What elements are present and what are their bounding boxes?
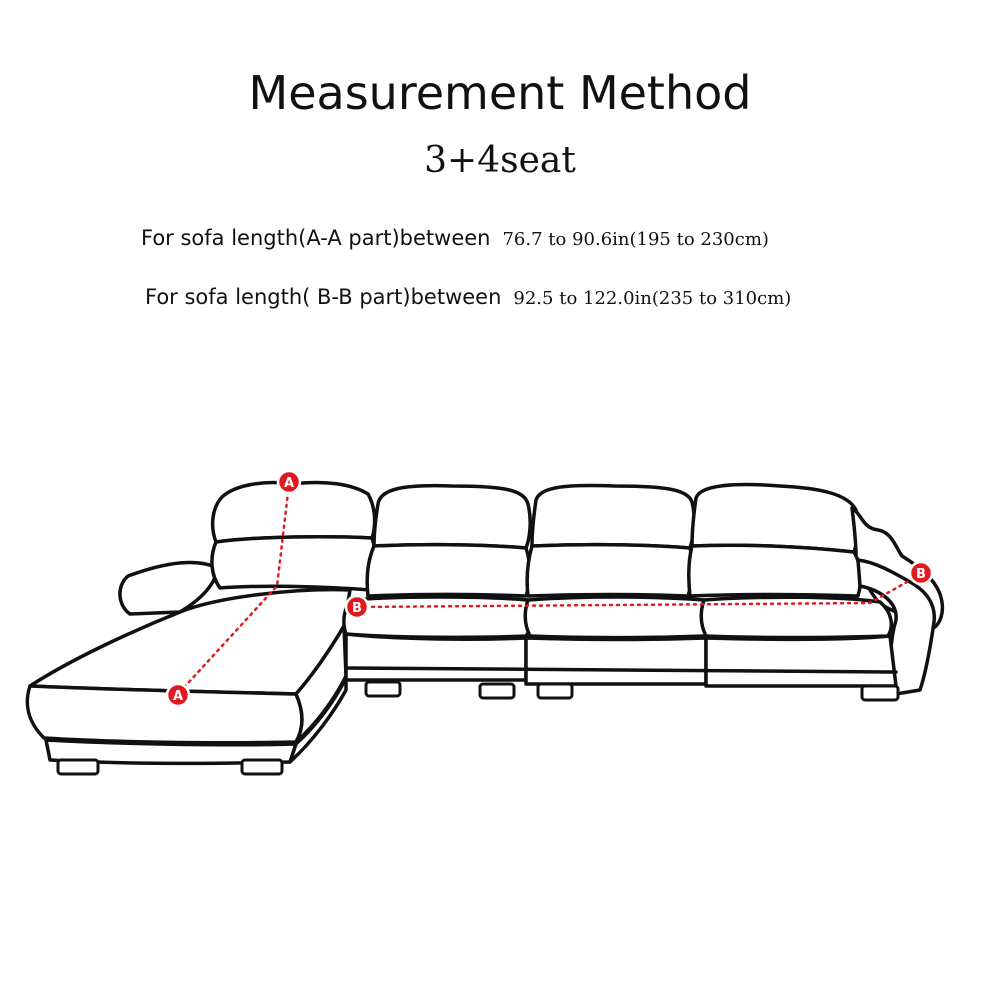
sofa-leg-3 [538, 684, 572, 698]
marker-a-top-label: A [283, 476, 295, 491]
marker-b-right-label: B [916, 567, 926, 582]
back-cushion-2-lower [527, 545, 692, 596]
sofa-leg-4 [862, 686, 898, 700]
spec-a-value: 76.7 to 90.6in(195 to 230cm) [502, 229, 769, 250]
back-cushion-1-top [374, 486, 530, 548]
chaise-leg-right [242, 760, 282, 774]
spec-b-value: 92.5 to 122.0in(235 to 310cm) [513, 288, 792, 309]
chaise-back-lower [212, 537, 376, 590]
sofa-leg-2 [480, 684, 514, 698]
back-cushion-3-top [692, 485, 858, 553]
marker-a-top [278, 471, 300, 493]
sofa-base-front-3 [706, 636, 896, 686]
back-cushion-2-top [532, 486, 694, 548]
sofa-leg-1 [366, 682, 400, 696]
seat-config-subtitle: 3+4seat [424, 140, 576, 181]
marker-b-left [346, 596, 368, 618]
chaise-leg-left [58, 760, 98, 774]
spec-a-label: For sofa length(A-A part)between [141, 226, 491, 250]
sofa-base-front-2 [526, 638, 706, 684]
marker-a-bottom-label: A [172, 689, 184, 704]
marker-a-bottom [167, 684, 189, 706]
back-cushion-3-lower [689, 545, 861, 596]
chaise-seat-front [27, 686, 302, 743]
seat-cushion-2 [525, 597, 710, 638]
spec-b-label: For sofa length( B-B part)between [145, 285, 502, 309]
seat-cushion-1 [344, 597, 532, 637]
marker-b-right [910, 562, 932, 584]
sofa-base-front [346, 634, 526, 680]
back-cushion-1-lower [367, 545, 530, 596]
page-title: Measurement Method [248, 66, 752, 120]
marker-b-left-label: B [352, 601, 362, 616]
